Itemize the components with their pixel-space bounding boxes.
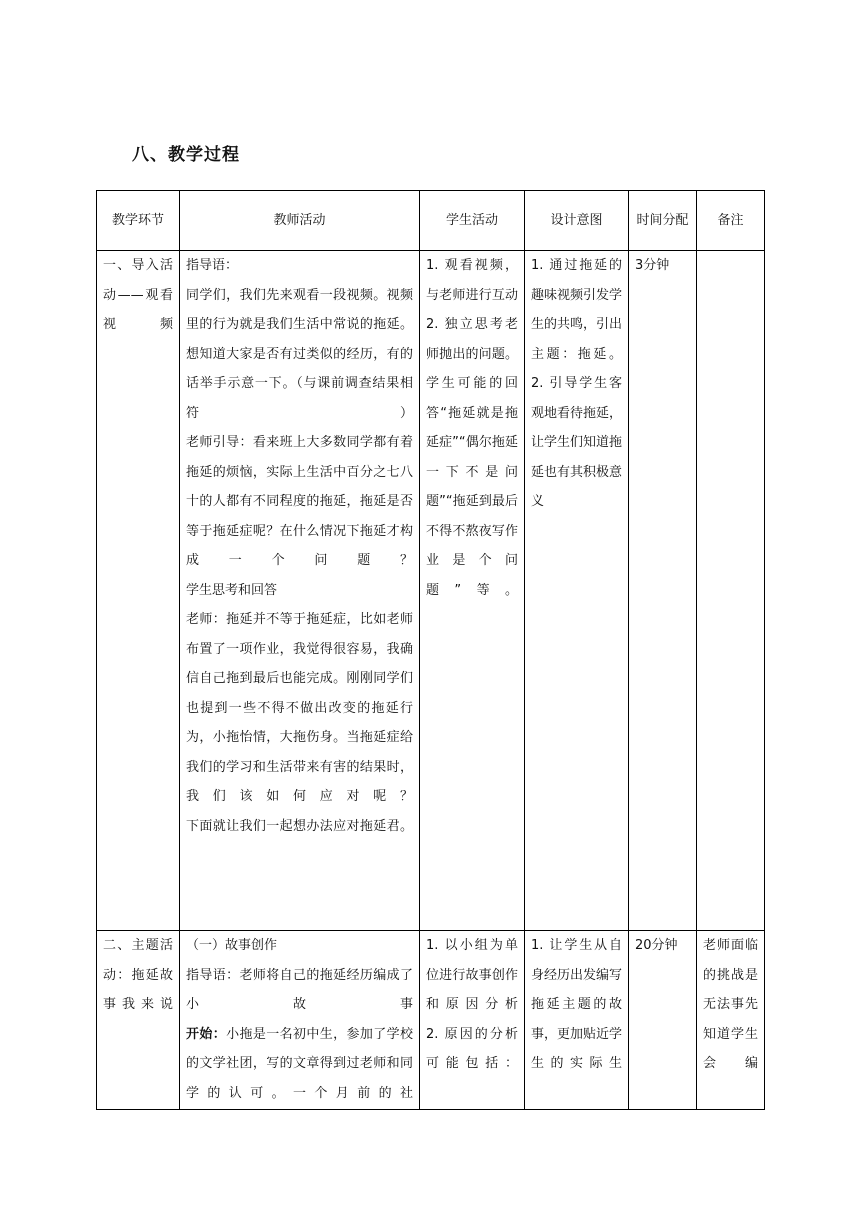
notes-text: 老师面临的挑战是无法事先知道学生会编	[703, 938, 758, 1071]
design-item: 1. 通过拖延的趣味视频引发学生的共鸣，引出主题：拖延。	[531, 258, 622, 362]
time-cell	[629, 251, 697, 931]
teacher-paragraph: 老师：拖延并不等于拖延症，比如老师布置了一项作业，我觉得很容易，我确信自己拖到最后也能完成。刚刚同学们也提到一些不得不做出改变的拖延行为，小拖怡情，大拖伤身。当拖延症给我们的学习和生活带来有害的结果时，我们该如何应对呢？	[186, 612, 413, 804]
teacher-activity-cell	[180, 931, 420, 1110]
time-cell	[629, 931, 697, 1110]
stage-text: 二、主题活动：拖延故事我来说	[103, 938, 173, 1012]
teacher-paragraph: 下面就让我们一起想办法应对拖延君。	[186, 818, 413, 834]
teacher-activity-cell	[180, 251, 420, 931]
student-activity-cell	[420, 931, 525, 1110]
time-text: 3分钟	[635, 258, 670, 273]
teacher-paragraph: 老师引导：看来班上大多数同学都有着拖延的烦恼，实际上生活中百分之七八十的人都有不同程度的拖延，拖延是否等于拖延症呢？在什么情况下拖延才构成一个问题？	[186, 435, 413, 568]
notes-cell	[697, 931, 765, 1110]
design-item: 1. 让学生从自身经历出发编写拖延主题的故事，更加贴近学生的实际生	[531, 938, 622, 1071]
teacher-paragraph	[186, 1020, 413, 1109]
stage-cell	[97, 251, 180, 931]
teaching-process-table	[96, 190, 765, 1110]
story-text: 小拖是一名初中生，参加了学校的文学社团，写的文章得到过老师和同学的认可。一个月前的社	[186, 1026, 413, 1101]
design-intent-cell	[525, 931, 629, 1110]
teacher-paragraph: 指导语：	[186, 258, 239, 273]
story-lead-label: 开始：	[186, 1026, 227, 1042]
student-item: 1. 以小组为单位进行故事创作和原因分析	[426, 938, 518, 1012]
student-activity-cell	[420, 251, 525, 931]
header-design-intent: 设计意图	[525, 191, 629, 251]
teacher-subheading: （一）故事创作	[186, 938, 278, 953]
student-item: 1. 观看视频，与老师进行互动	[426, 258, 518, 303]
header-teacher-activity: 教师活动	[180, 191, 420, 251]
teacher-paragraph: 学生思考和回答	[186, 582, 278, 598]
table-header-row	[97, 191, 765, 251]
header-student-activity: 学生活动	[420, 191, 525, 251]
notes-cell	[697, 251, 765, 931]
teacher-paragraph: 同学们，我们先来观看一段视频。视频里的行为就是我们生活中常说的拖延。想知道大家是否有过类似的经历，有的话举手示意一下。（与课前调查结果相符）	[186, 287, 413, 421]
stage-text: 一、导入活动——观看视频	[103, 258, 173, 332]
student-item: 2. 独立思考老师抛出的问题。学生可能的回答“拖延就是拖延症”“偶尔拖延一下不是问题”“拖延到最后不得不熬夜写作业是个问题”等。	[426, 317, 518, 598]
time-text: 20分钟	[635, 938, 678, 953]
header-notes: 备注	[697, 191, 765, 251]
student-item: 2. 原因的分析可能包括：	[426, 1026, 518, 1071]
design-item: 2. 引导学生客观地看待拖延，让学生们知道拖延也有其积极意义	[531, 376, 622, 509]
design-intent-cell	[525, 251, 629, 931]
header-time: 时间分配	[629, 191, 697, 251]
section-title: 八、教学过程	[132, 145, 240, 165]
table-row	[97, 251, 765, 931]
stage-cell	[97, 931, 180, 1110]
table-row	[97, 931, 765, 1110]
header-stage: 教学环节	[97, 191, 180, 251]
teacher-paragraph: 指导语：老师将自己的拖延经历编成了小故事	[186, 967, 413, 1012]
